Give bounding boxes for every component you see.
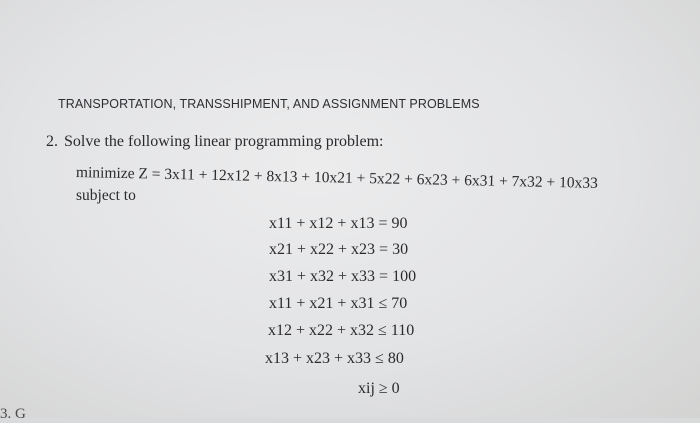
next-problem-fragment: 3. G: [0, 406, 26, 422]
constraint-row: x11 + x21 + x31 ≤ 70: [269, 295, 408, 312]
constraint-row: x13 + x23 + x33 ≤ 80: [265, 350, 404, 367]
constraint-row: x11 + x12 + x13 = 90: [269, 215, 408, 232]
subject-to-label: subject to: [76, 187, 136, 204]
constraint-row: x12 + x22 + x32 ≤ 110: [268, 322, 415, 339]
problem-statement: Solve the following linear programming problem:: [64, 133, 384, 150]
chapter-heading: TRANSPORTATION, TRANSSHIPMENT, AND ASSIGNMENT PROBLEMS: [58, 97, 480, 111]
objective-function: minimize Z = 3x11 + 12x12 + 8x13 + 10x21 + 5x22 + 6x23 + 6x31 + 7x32 + 10x33: [75, 164, 599, 192]
problem-number: 2.: [46, 133, 58, 150]
constraint-row: x21 + x22 + x23 = 30: [269, 241, 409, 258]
nonnegativity-constraint: xij ≥ 0: [358, 380, 400, 397]
constraint-row: x31 + x32 + x33 = 100: [269, 268, 417, 285]
